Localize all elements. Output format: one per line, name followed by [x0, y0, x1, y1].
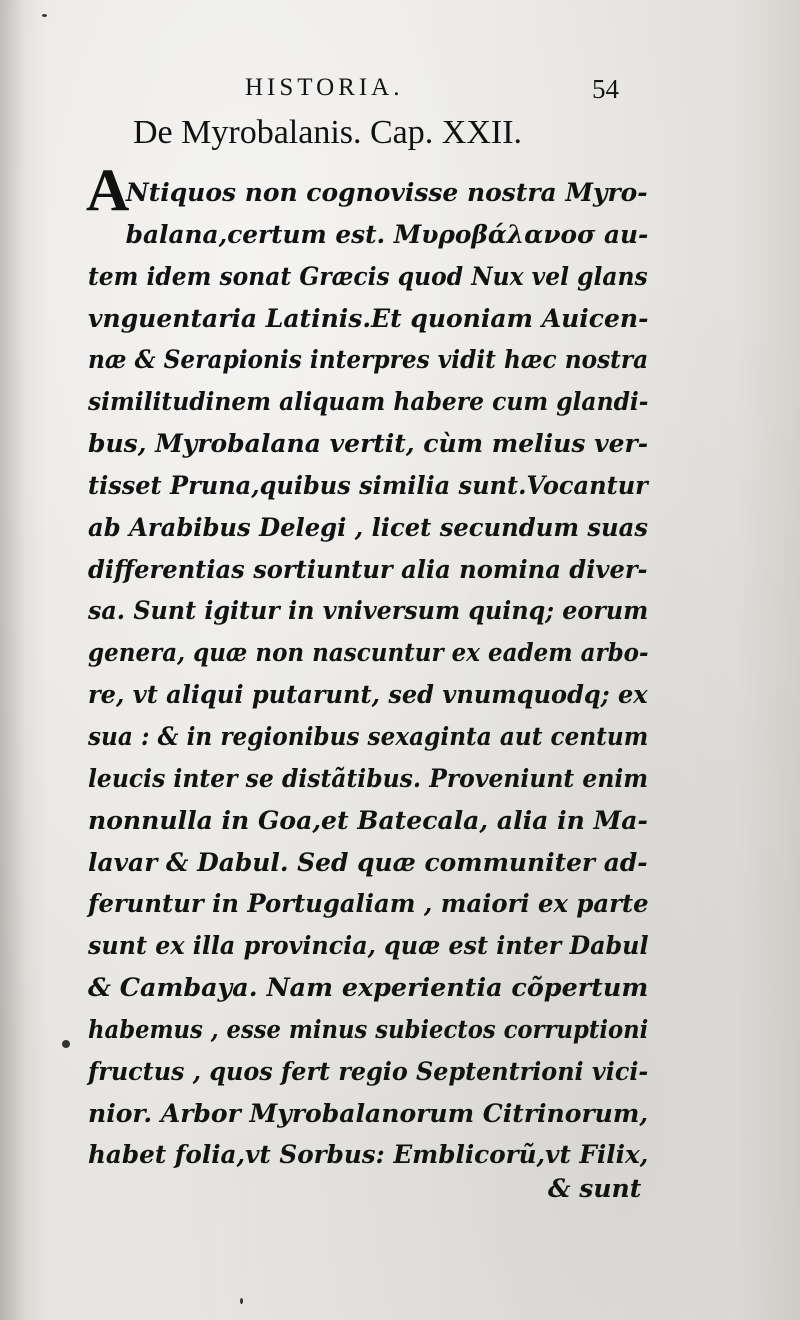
text-line: lavar & Dabul. Sed quæ communiter ad-	[88, 847, 648, 877]
chapter-title: De Myrobalanis. Cap. XXII.	[133, 114, 523, 151]
catchword: & sunt	[548, 1174, 642, 1203]
text-line: differentias sortiuntur alia nomina diver-	[88, 554, 648, 584]
text-line: leucis inter se distãtibus. Proveniunt enim	[88, 763, 649, 793]
text-line: vnguentaria Latinis.Et quoniam Auicen-	[88, 303, 649, 333]
ink-speck	[240, 1298, 243, 1304]
text-line: feruntur in Portugaliam , maiori ex parte	[88, 889, 649, 919]
text-line: Ntiquos non cognovisse nostra Myro-	[125, 178, 648, 207]
text-line: & Cambaya. Nam experientia cõpertum	[88, 973, 649, 1003]
text-line: sa. Sunt igitur in vniversum quinq; eorum	[88, 596, 649, 626]
ink-speck	[62, 1040, 70, 1048]
ink-speck	[42, 14, 47, 17]
text-line: balana,certum est. Μυροβάλανοσ au-	[125, 219, 649, 249]
text-line: ab Arabibus Delegi , licet secundum suas	[88, 512, 648, 542]
text-line: bus, Myrobalana vertit, cùm melius ver-	[88, 429, 649, 459]
text-line: similitudinem aliquam habere cum glandi-	[88, 387, 649, 417]
text-line: tem idem sonat Græcis quod Nux vel glans	[88, 261, 648, 291]
page-number: 54	[592, 74, 619, 104]
text-line: tisset Pruna,quibus similia sunt.Vocantur	[88, 470, 648, 500]
text-line: næ & Serapionis interpres vidit hæc nostra	[88, 345, 649, 375]
text-line: genera, quæ non nascuntur ex eadem arbo-	[88, 638, 649, 668]
text-line: re, vt aliqui putarunt, sed vnumquodq; ex	[88, 680, 648, 710]
running-head: HISTORIA.	[245, 74, 404, 101]
drop-cap: A	[86, 157, 130, 223]
text-line: sua : & in regionibus sexaginta aut centum	[88, 721, 649, 751]
text-line: habemus , esse minus subiectos corruptioni	[88, 1014, 649, 1044]
page-gutter-shadow	[0, 0, 26, 1320]
text-line: nior. Arbor Myrobalanorum Citrinorum,	[88, 1098, 649, 1128]
body-text	[88, 172, 648, 1176]
text-line: sunt ex illa provincia, quæ est inter Dabul	[88, 931, 649, 961]
text-line: nonnulla in Goa,et Batecala, alia in Ma-	[88, 805, 648, 835]
text-line: habet folia,vt Sorbus: Emblicorũ,vt Filix,	[88, 1140, 649, 1170]
text-line: fructus , quos fert regio Septentrioni vici-	[88, 1056, 649, 1086]
